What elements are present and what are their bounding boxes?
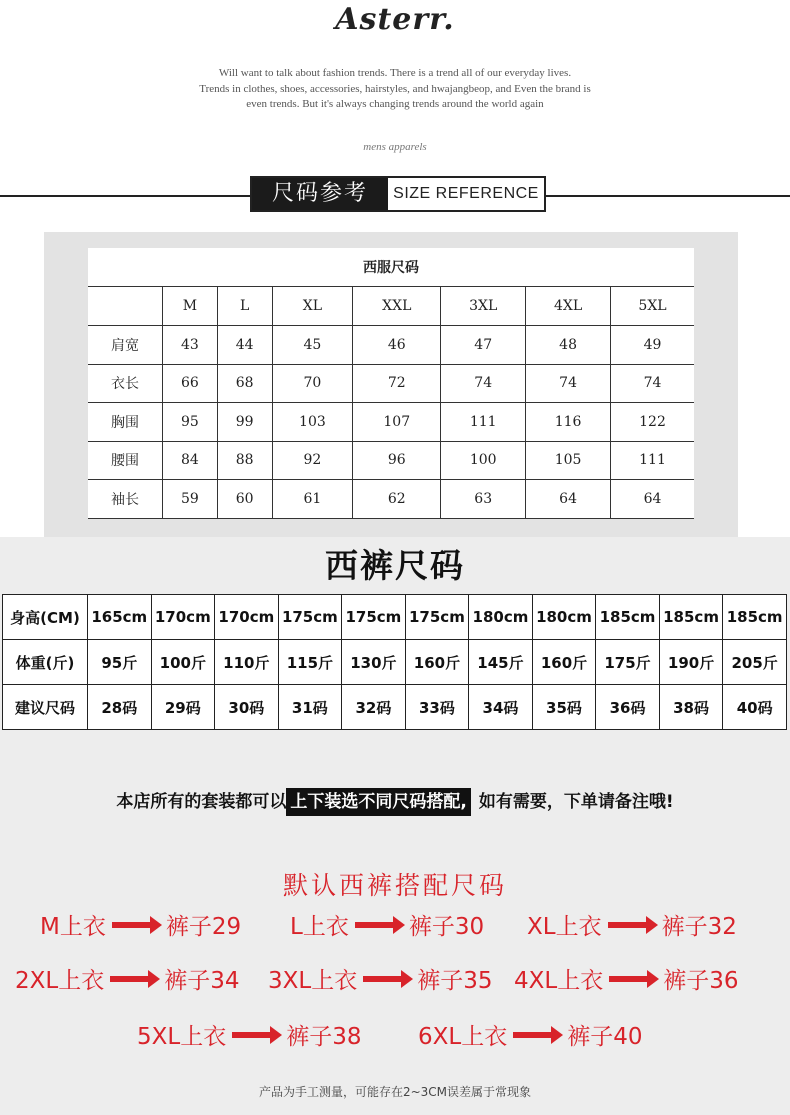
tagline-line-1: Will want to talk about fashion trends. There is a trend all of our everyday lives.: [218, 67, 572, 79]
table-cell: 92: [272, 441, 353, 480]
size-header: L: [217, 287, 272, 326]
row-label: 身高(CM): [3, 595, 88, 640]
pants-size-table: [2, 594, 787, 730]
size-header: 4XL: [526, 287, 611, 326]
arrow-right-icon: [355, 922, 397, 928]
table-cell: 100: [441, 441, 526, 480]
table-cell: 170cm: [151, 595, 215, 640]
suit-size-table: [88, 248, 694, 519]
table-cell: 103: [272, 403, 353, 442]
notice-text-before: 本店所有的套装都可以: [116, 792, 287, 812]
size-pair: [514, 962, 739, 995]
size-pair: [290, 908, 484, 941]
table-cell: 36码: [596, 685, 660, 730]
table-cell: 64: [611, 480, 694, 519]
table-cell: 185cm: [596, 595, 660, 640]
table-cell: 61: [272, 480, 353, 519]
row-label: 衣长: [88, 364, 163, 403]
table-cell: 60: [217, 480, 272, 519]
table-cell: 33码: [405, 685, 469, 730]
size-pair: [137, 1018, 362, 1051]
table-cell: 115斤: [278, 640, 342, 685]
pair-top: 5XL上衣: [137, 1024, 227, 1050]
table-cell: 190斤: [659, 640, 723, 685]
pair-pants: 裤子35: [417, 968, 493, 994]
size-header: XL: [272, 287, 353, 326]
pair-pants: 裤子40: [567, 1024, 643, 1050]
table-cell: 29码: [151, 685, 215, 730]
table-cell: 31码: [278, 685, 342, 730]
table-cell: 205斤: [723, 640, 787, 685]
tagline-line-3: even trends. But it's always changing trends around the world again: [246, 98, 544, 110]
table-cell: 95斤: [88, 640, 152, 685]
pair-pants: 裤子38: [286, 1024, 362, 1050]
table-cell: 175cm: [278, 595, 342, 640]
subtitle: mens apparels: [363, 141, 427, 153]
table-row: [88, 364, 694, 403]
arrow-right-icon: [112, 922, 154, 928]
arrow-right-icon: [363, 976, 405, 982]
size-pair: [527, 908, 737, 941]
notice-text-after: 如有需要，下单请备注哦!: [478, 792, 674, 812]
table-cell: 59: [163, 480, 218, 519]
table-row: [3, 640, 787, 685]
size-pair: [418, 1018, 643, 1051]
size-pair: [268, 962, 493, 995]
table-cell: 62: [353, 480, 441, 519]
table-cell: 111: [441, 403, 526, 442]
table-row: [3, 685, 787, 730]
pair-top: 3XL上衣: [268, 968, 358, 994]
row-label: 体重(斤): [3, 640, 88, 685]
brand-logo: Asterr.: [335, 2, 455, 37]
pair-top: 6XL上衣: [418, 1024, 508, 1050]
table-cell: 107: [353, 403, 441, 442]
table-cell: 68: [217, 364, 272, 403]
size-pair: [15, 962, 240, 995]
measurement-footnote: 产品为手工测量，可能存在2~3CM误差属于常现象: [258, 1085, 532, 1099]
table-row: [88, 287, 694, 326]
row-label: 肩宽: [88, 326, 163, 365]
pair-top: M上衣: [40, 914, 106, 940]
size-header: XXL: [353, 287, 441, 326]
row-label: 腰围: [88, 441, 163, 480]
table-cell: 40码: [723, 685, 787, 730]
table-row: [88, 441, 694, 480]
table-cell: 175斤: [596, 640, 660, 685]
table-cell: 74: [611, 364, 694, 403]
table-cell: 160斤: [405, 640, 469, 685]
suit-table-title: 西服尺码: [88, 248, 694, 287]
table-cell: 35码: [532, 685, 596, 730]
table-cell: 63: [441, 480, 526, 519]
table-cell: 170cm: [215, 595, 279, 640]
table-cell: 100斤: [151, 640, 215, 685]
table-row: [88, 326, 694, 365]
arrow-right-icon: [608, 922, 650, 928]
arrow-right-icon: [232, 1032, 274, 1038]
table-row: [3, 595, 787, 640]
table-cell: 72: [353, 364, 441, 403]
pants-table-title: 西裤尺码: [325, 546, 465, 585]
table-cell: 84: [163, 441, 218, 480]
pair-pants: 裤子29: [165, 914, 242, 940]
table-cell: 130斤: [342, 640, 406, 685]
table-row: [88, 480, 694, 519]
table-cell: 180cm: [532, 595, 596, 640]
table-cell: 180cm: [469, 595, 533, 640]
table-cell: 49: [611, 326, 694, 365]
arrow-right-icon: [110, 976, 152, 982]
table-cell: 165cm: [88, 595, 152, 640]
table-cell: 46: [353, 326, 441, 365]
size-header: 3XL: [441, 287, 526, 326]
mix-match-notice: [0, 787, 790, 812]
table-cell: 99: [217, 403, 272, 442]
table-cell: 111: [611, 441, 694, 480]
table-cell: 88: [217, 441, 272, 480]
table-row: [88, 403, 694, 442]
tagline-line-2: Trends in clothes, shoes, accessories, hairstyles, and hwajangbeop, and Even the brand is: [199, 83, 591, 95]
table-cell: 122: [611, 403, 694, 442]
table-cell: 47: [441, 326, 526, 365]
table-cell: 145斤: [469, 640, 533, 685]
notice-highlight: 上下装选不同尺码搭配,: [286, 788, 470, 816]
table-cell: 43: [163, 326, 218, 365]
size-header: M: [163, 287, 218, 326]
header-en: SIZE REFERENCE: [393, 185, 539, 202]
table-cell: 160斤: [532, 640, 596, 685]
pair-top: L上衣: [290, 914, 349, 940]
table-cell: 105: [526, 441, 611, 480]
pair-top: 2XL上衣: [15, 968, 105, 994]
size-reference-header: [250, 176, 546, 212]
pair-pants: 裤子36: [663, 968, 739, 994]
header-cn: 尺码参考: [252, 178, 388, 210]
table-cell: 116: [526, 403, 611, 442]
table-cell: 30码: [215, 685, 279, 730]
table-cell: 74: [526, 364, 611, 403]
table-cell: 175cm: [405, 595, 469, 640]
table-cell: 70: [272, 364, 353, 403]
table-cell: 110斤: [215, 640, 279, 685]
table-cell: 185cm: [723, 595, 787, 640]
size-pair: [40, 908, 241, 941]
row-label: 胸围: [88, 403, 163, 442]
pair-pants: 裤子30: [408, 914, 485, 940]
table-cell: [88, 287, 163, 326]
table-cell: 96: [353, 441, 441, 480]
table-cell: 34码: [469, 685, 533, 730]
size-header: 5XL: [611, 287, 694, 326]
arrow-right-icon: [609, 976, 651, 982]
table-cell: 45: [272, 326, 353, 365]
table-cell: 38码: [659, 685, 723, 730]
table-cell: 32码: [342, 685, 406, 730]
default-match-title: 默认西裤搭配尺码: [282, 871, 507, 900]
row-label: 建议尺码: [3, 685, 88, 730]
table-cell: 44: [217, 326, 272, 365]
table-cell: 66: [163, 364, 218, 403]
table-cell: 28码: [88, 685, 152, 730]
table-cell: 74: [441, 364, 526, 403]
pair-top: 4XL上衣: [514, 968, 604, 994]
pair-pants: 裤子32: [661, 914, 737, 940]
arrow-right-icon: [513, 1032, 555, 1038]
table-cell: 175cm: [342, 595, 406, 640]
row-label: 袖长: [88, 480, 163, 519]
table-cell: 185cm: [659, 595, 723, 640]
pair-top: XL上衣: [527, 914, 602, 940]
table-cell: 95: [163, 403, 218, 442]
pair-pants: 裤子34: [164, 968, 240, 994]
table-cell: 64: [526, 480, 611, 519]
table-cell: 48: [526, 326, 611, 365]
